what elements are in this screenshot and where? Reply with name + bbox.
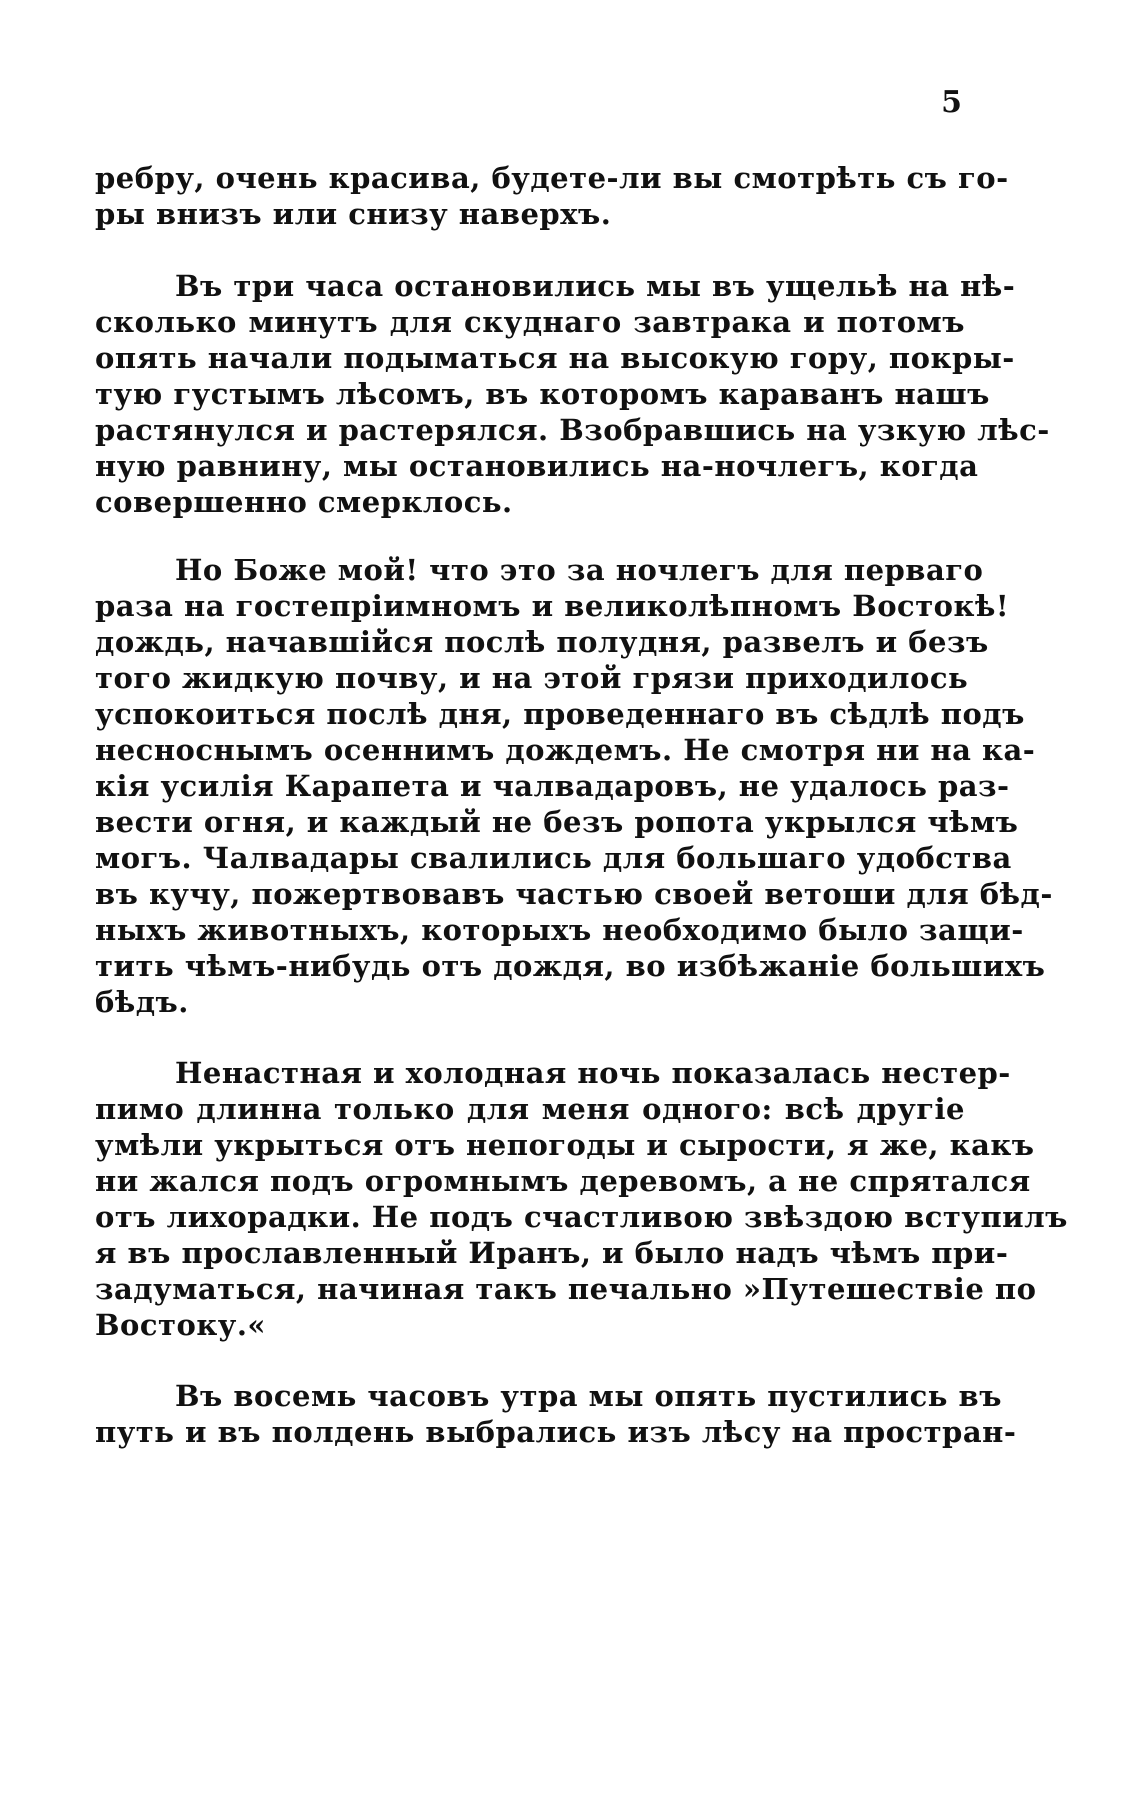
text-line: умѣли укрыться отъ непогоды и сырости, я же, какъ [95,1128,1035,1162]
text-line: пимо длинна только для меня одного: всѣ другіе [95,1092,965,1126]
text-line: путь и въ полдень выбрались изъ лѣсу на простран- [95,1415,1017,1449]
text-line: того жидкую почву, и на этой грязи приходилось [95,661,969,695]
paragraph-4 [95,1055,1068,1343]
text-line: опять начали подыматься на высокую гору, покры- [95,341,1015,375]
paragraph-2 [95,268,1050,520]
text-line: Въ восемь часовъ утра мы опять пустились въ [175,1379,1002,1413]
text-line: Востоку.« [95,1308,267,1342]
paragraph-3 [95,552,1053,1020]
text-line: ни жался подъ огромнымъ деревомъ, а не спрятался [95,1164,1031,1198]
page-number: 5 [941,85,962,120]
text-line: кія усилія Карапета и чалвадаровъ, не удалось раз- [95,769,1010,803]
text-line: тую густымъ лѣсомъ, въ которомъ караванъ нашъ [95,377,990,411]
paragraph-5 [95,1378,1017,1450]
text-line: ребру, очень красива, будете-ли вы смотрѣть съ го- [95,161,1009,195]
text-line: дождь, начавшійся послѣ полудня, развелъ и безъ [95,625,989,659]
text-line: бѣдъ. [95,985,189,1019]
text-line: задуматься, начиная такъ печально »Путешествіе по [95,1272,1037,1306]
text-line: отъ лихорадки. Не подъ счастливою звѣздою вступилъ [95,1200,1068,1234]
text-line: сколько минутъ для скуднаго завтрака и потомъ [95,305,965,339]
text-line: вести огня, и каждый не безъ ропота укрылся чѣмъ [95,805,1019,839]
text-line: ныхъ животныхъ, которыхъ необходимо было защи- [95,913,1024,947]
text-line: успокоиться послѣ дня, проведеннаго въ сѣдлѣ подъ [95,697,1025,731]
text-line: тить чѣмъ-нибудь отъ дождя, во избѣжаніе большихъ [95,949,1046,983]
text-line: несноснымъ осеннимъ дождемъ. Не смотря ни на ка- [95,733,1036,767]
text-line: растянулся и растерялся. Взобравшись на узкую лѣс- [95,413,1050,447]
text-line: ры внизъ или снизу наверхъ. [95,197,612,231]
text-line: Въ три часа остановились мы въ ущельѣ на нѣ- [175,269,1016,303]
text-line: ную равнину, мы остановились на-ночлегъ, когда [95,449,979,483]
text-line: Но Боже мой! что это за ночлегъ для перваго [175,553,984,587]
text-line: Ненастная и холодная ночь показалась нестер- [175,1056,1011,1090]
text-line: раза на гостепріимномъ и великолѣпномъ Востокѣ! [95,589,1010,623]
text-line: совершенно смерклось. [95,485,513,519]
text-line: могъ. Чалвадары свалились для большаго удобства [95,841,1012,875]
paragraph-1 [95,160,1009,232]
text-line: въ кучу, пожертвовавъ частью своей ветоши для бѣд- [95,877,1053,911]
text-line: я въ прославленный Иранъ, и было надъ чѣмъ при- [95,1236,1009,1270]
